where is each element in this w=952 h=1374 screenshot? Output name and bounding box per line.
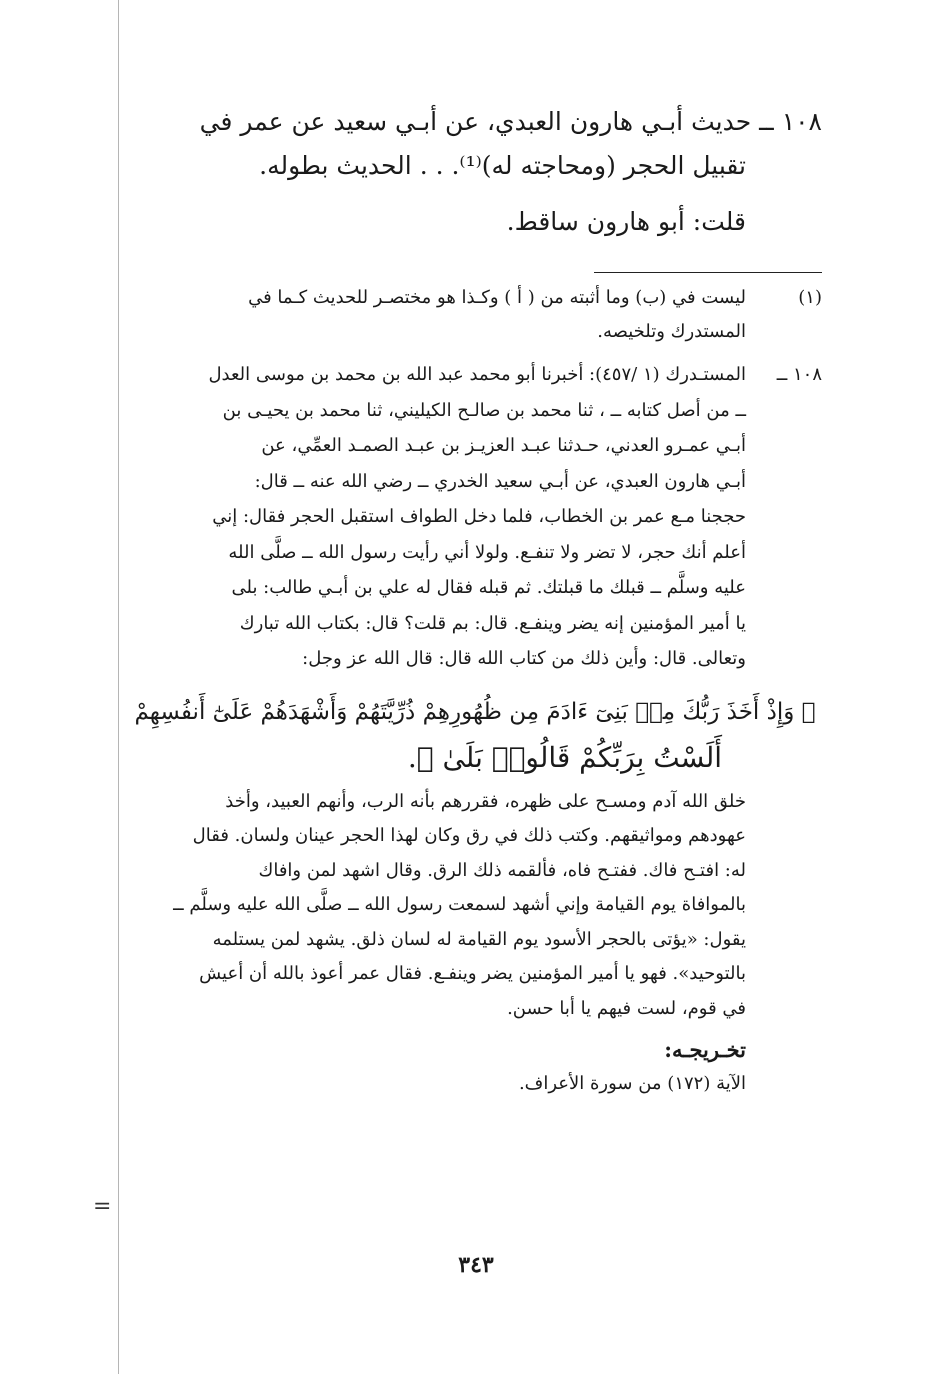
mustadrak-line-6: أعلم أنك حجر، لا تضر ولا تنفـع. ولولا أني رأيت رسول الله ــ صلَّى الله	[228, 541, 746, 563]
continuation-text	[128, 785, 822, 1027]
footnote-separator	[594, 272, 822, 273]
quran-line-1: ﴿ وَإِذْ أَخَذَ رَبُّكَ مِنۢ بَنِىٓ ءَادَمَ مِن ظُهُورِهِمْ ذُرِّيَّتَهُمْ وَأَشْهَدَهُمْ عَلَىٰٓ أَنفُسِهِمْ	[134, 698, 816, 725]
footnote-number: (١)	[798, 287, 822, 308]
mustadrak-line-8: يا أمير المؤمنين إنه يضر وينفـع. قال: بم قلت؟ قال: بكتاب الله تبارك	[239, 612, 746, 634]
mustadrak-line-7: عليه وسلَّم ــ قبلك ما قبلتك. ثم قبله فقال له علي بن أبـي طالب: بلى	[231, 577, 746, 598]
hadith-entry	[128, 100, 822, 188]
hadith-qult: قلت: أبو هارون ساقط.	[506, 207, 746, 236]
continuation-line-5: يقول: «يؤتى بالحجر الأسود يوم القيامة له لسان ذلق. يشهد لمن يستلمه	[212, 928, 746, 950]
continuation-line-3: له: افتـح فاك. ففتـح فاه، فألقمه ذلك الرق. وقال اشهد لمن وافاك	[258, 859, 746, 881]
footnote-line-1: ليست في (ب) وما أثبته من ( أ ) وكـذا هو مختصـر للحديث كـما في	[248, 287, 746, 308]
continuation-line-6: بالتوحيد». فهو يا أمير المؤمنين يضر وينفـع. فقال عمر أعوذ بالله أن أعيش	[199, 963, 746, 984]
mustadrak-line-3: أبـي عمـرو العدني، حـدثنا عبـد العزيـز بن عبـد الصمـد العمِّي، عن	[261, 435, 746, 456]
hadith-line-2: تقبيل الحجر (ومحاجته له)⁽¹⁾. . . الحديث بطوله.	[259, 151, 746, 180]
mustadrak-number: ١٠٨ ــ	[776, 364, 822, 385]
mustadrak-line-2: ــ من أصل كتابه ــ ، ثنا محمد بن صالـح الكيليني، ثنا محمد بن يحيـى بن	[222, 399, 746, 421]
margin-mark: =	[93, 1194, 112, 1219]
takhrij-text: الآية (١٧٢) من سورة الأعراف.	[518, 1073, 746, 1094]
footnote	[128, 281, 822, 349]
mustadrak-line-4: أبـي هارون العبدي، عن أبـي سعيد الخدري ــ رضي الله عنه ــ قال:	[254, 470, 746, 492]
mustadrak-entry	[128, 357, 822, 677]
page-body	[128, 100, 822, 1100]
mustadrak-line-5: حججنا مـع عمر بن الخطاب، فلما دخل الطواف استقبل الحجر فقال: إني	[212, 506, 746, 527]
page-number: ٣٤٣	[458, 1252, 494, 1278]
mustadrak-line-1: المستـدرك (١ /٤٥٧): أخبرنا أبو محمد عبد الله بن محمد بن موسى العدل	[208, 364, 746, 385]
hadith-line-1: ١٠٨ ــ حديث أبـي هارون العبدي، عن أبـي سعيد عن عمر في	[199, 107, 822, 136]
continuation-line-4: بالموافاة يوم القيامة وإني أشهد لسمعت رسول الله ــ صلَّى الله عليه وسلَّم ــ	[173, 894, 746, 915]
continuation-line-7: في قوم، لست فيهم يا أبا حسن.	[507, 997, 746, 1019]
scan-margin-line	[118, 0, 119, 1374]
quran-line-2: أَلَسْتُ بِرَبِّكُمْ قَالُوا۟ بَلَىٰ ﴾.	[407, 740, 722, 774]
quran-verse	[128, 689, 822, 781]
continuation-line-1: خلق الله آدم ومسـح على ظهره، فقررهم بأنه الرب، وأنهم العبيد، وأخذ	[225, 790, 746, 812]
takhrij-heading: تخـريجـه:	[664, 1037, 746, 1062]
mustadrak-line-9: وتعالى. قال: وأين ذلك من كتاب الله قال: قال الله عز وجل:	[302, 648, 746, 669]
continuation-line-2: عهودهم ومواثيقهم. وكتب ذلك في رق وكان لهذا الحجر عينان ولسان. فقال	[192, 825, 746, 846]
footnote-line-2: المستدرك وتلخيصه.	[597, 321, 746, 342]
